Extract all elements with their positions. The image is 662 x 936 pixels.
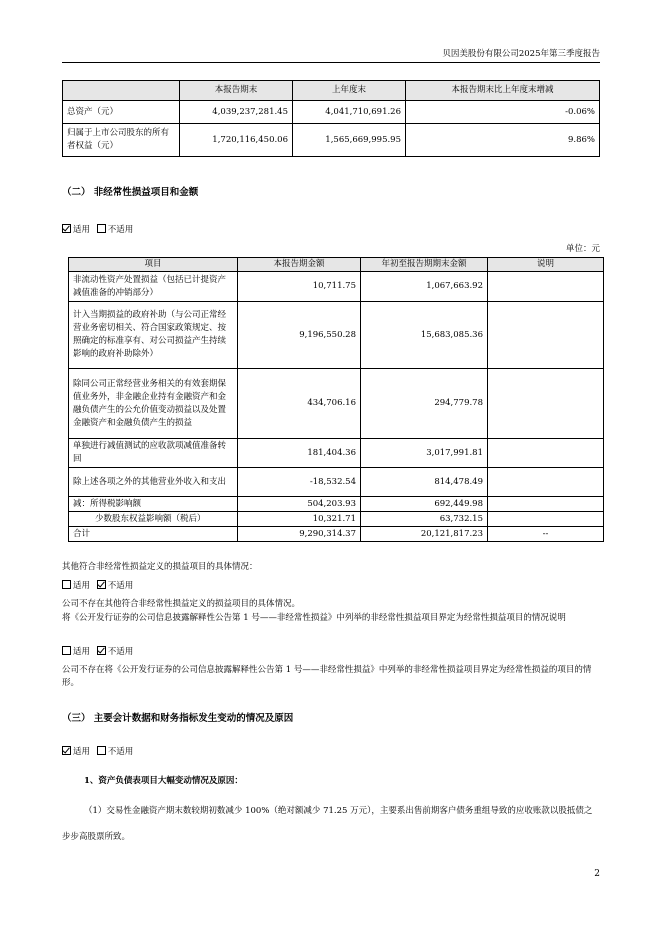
table-row [69, 527, 604, 542]
table-row [69, 369, 604, 439]
page-number: 2 [594, 869, 600, 879]
table2-header-0: 项目 [69, 258, 238, 272]
table-row [69, 468, 604, 497]
cell-value: -0.06% [406, 101, 600, 124]
item-cell: 非流动性资产处置损益（包括已计提资产减值准备的冲销部分） [69, 272, 238, 302]
note-cell [488, 439, 604, 468]
checkbox-checked-icon[interactable] [97, 580, 106, 589]
cell-value: 9.86% [406, 124, 600, 157]
checkbox-empty-icon[interactable] [62, 580, 71, 589]
option-yes-label: 适用 [73, 225, 91, 235]
option-yes-label: 适用 [73, 747, 91, 757]
table1-header-1: 本报告期末 [180, 81, 293, 101]
table1-header-2: 上年度末 [293, 81, 406, 101]
ytd-cell: 15,683,085.36 [361, 302, 488, 369]
item-cell: 减：所得税影响额 [69, 497, 238, 512]
other-definition-text: 公司不存在其他符合非经常性损益定义的损益项目的具体情况。 [62, 599, 301, 609]
note-cell: -- [488, 527, 604, 542]
table1-header-3: 本报告期末比上年度末增减 [406, 81, 600, 101]
checkbox-empty-icon[interactable] [97, 746, 106, 755]
ytd-cell: 294,779.78 [361, 369, 488, 439]
cell-value: 1,720,116,450.06 [180, 124, 293, 157]
section2-title: （二） 非经常性损益项目和金额 [62, 187, 199, 198]
note-cell [488, 512, 604, 527]
option-no-label: 不适用 [107, 647, 134, 657]
listed-items-text: 将《公开发行证券的公司信息披露解释性公告第 1 号——非经常性损益》中列举的非经常性损益项目界定为经常性损益项目的情况说明 [62, 613, 566, 623]
section3-title: （三） 主要会计数据和财务指标发生变动的情况及原因 [62, 713, 294, 724]
current-cell: 434,706.16 [238, 369, 361, 439]
report-header: 贝因美股份有限公司2025年第三季度报告 [442, 49, 600, 59]
applicability-options [62, 580, 133, 593]
current-cell: 10,321.71 [238, 512, 361, 527]
current-cell: 181,404.36 [238, 439, 361, 468]
cell-value: 1,565,669,995.95 [293, 124, 406, 157]
table-row [69, 512, 604, 527]
header-divider [62, 62, 600, 63]
checkbox-empty-icon[interactable] [97, 224, 106, 233]
current-cell: 9,290,314.37 [238, 527, 361, 542]
ytd-cell: 63,732.15 [361, 512, 488, 527]
table-row [63, 101, 600, 124]
ytd-cell: 692,449.98 [361, 497, 488, 512]
cell-value: 4,039,237,281.45 [180, 101, 293, 124]
other-definition-label: 其他符合非经常性损益定义的损益项目的具体情况： [62, 562, 258, 572]
current-cell: 10,711.75 [238, 272, 361, 302]
note-cell [488, 302, 604, 369]
cell-value: 4,041,710,691.26 [293, 101, 406, 124]
note-cell [488, 497, 604, 512]
checkbox-empty-icon[interactable] [62, 646, 71, 655]
checkbox-checked-icon[interactable] [62, 224, 71, 233]
current-cell: 9,196,550.28 [238, 302, 361, 369]
option-no-label: 不适用 [107, 225, 134, 235]
row-label: 总资产（元） [63, 101, 180, 124]
unit-label: 单位：元 [565, 244, 600, 254]
item-cell: 除上述各项之外的其他营业外收入和支出 [69, 468, 238, 497]
item-cell: 单独进行减值测试的应收款项减值准备转回 [69, 439, 238, 468]
listed-items-conclusion: 公司不存在将《公开发行证券的公司信息披露解释性公告第 1 号——非经常性损益》中列举的非经常性损益项目界定为经常性损益的项目的情形。 [62, 665, 592, 688]
note-cell [488, 369, 604, 439]
item-cell: 计入当期损益的政府补助（与公司正常经营业务密切相关、符合国家政策规定、按照确定的标准享有、对公司损益产生持续影响的政府补助除外） [69, 302, 238, 369]
current-cell: 504,203.93 [238, 497, 361, 512]
section3-subtitle: 1、资产负债表项目大幅变动情况及原因： [84, 776, 243, 786]
section3-paragraph: （1）交易性金融资产期末数较期初数减少 100%（绝对额减少 71.25 万元），主要系出售前期客户债务重组导致的应收账款以股抵债之步步高股票所致。 [62, 806, 593, 842]
row-label: 归属于上市公司股东的所有者权益（元） [63, 124, 180, 157]
applicability-options [62, 646, 133, 659]
table2-header-3: 说明 [488, 258, 604, 272]
table-row [69, 302, 604, 369]
table2-header-1: 本报告期金额 [238, 258, 361, 272]
item-cell: 合计 [69, 527, 238, 542]
ytd-cell: 814,478.49 [361, 468, 488, 497]
ytd-cell: 20,121,817.23 [361, 527, 488, 542]
checkbox-checked-icon[interactable] [62, 746, 71, 755]
applicability-options [62, 746, 133, 759]
applicability-options [62, 224, 133, 237]
table-row [69, 439, 604, 468]
ytd-cell: 3,017,991.81 [361, 439, 488, 468]
note-cell [488, 468, 604, 497]
option-no-label: 不适用 [107, 747, 134, 757]
option-no-label: 不适用 [107, 581, 134, 591]
table1-header-0 [63, 81, 180, 101]
item-cell: 少数股东权益影响额（税后） [69, 512, 238, 527]
table2-header-2: 年初至报告期期末金额 [361, 258, 488, 272]
non-recurring-items-table [68, 257, 604, 542]
item-cell: 除同公司正常经营业务相关的有效套期保值业务外，非金融企业持有金融资产和金融负债产生的公允价值变动损益以及处置金融资产和金融负债产生的损益 [69, 369, 238, 439]
option-yes-label: 适用 [73, 581, 91, 591]
balance-summary-table [62, 80, 600, 157]
current-cell: -18,532.54 [238, 468, 361, 497]
ytd-cell: 1,067,663.92 [361, 272, 488, 302]
option-yes-label: 适用 [73, 647, 91, 657]
table-row [69, 272, 604, 302]
note-cell [488, 272, 604, 302]
table-row [63, 124, 600, 157]
table-row [69, 497, 604, 512]
checkbox-checked-icon[interactable] [97, 646, 106, 655]
